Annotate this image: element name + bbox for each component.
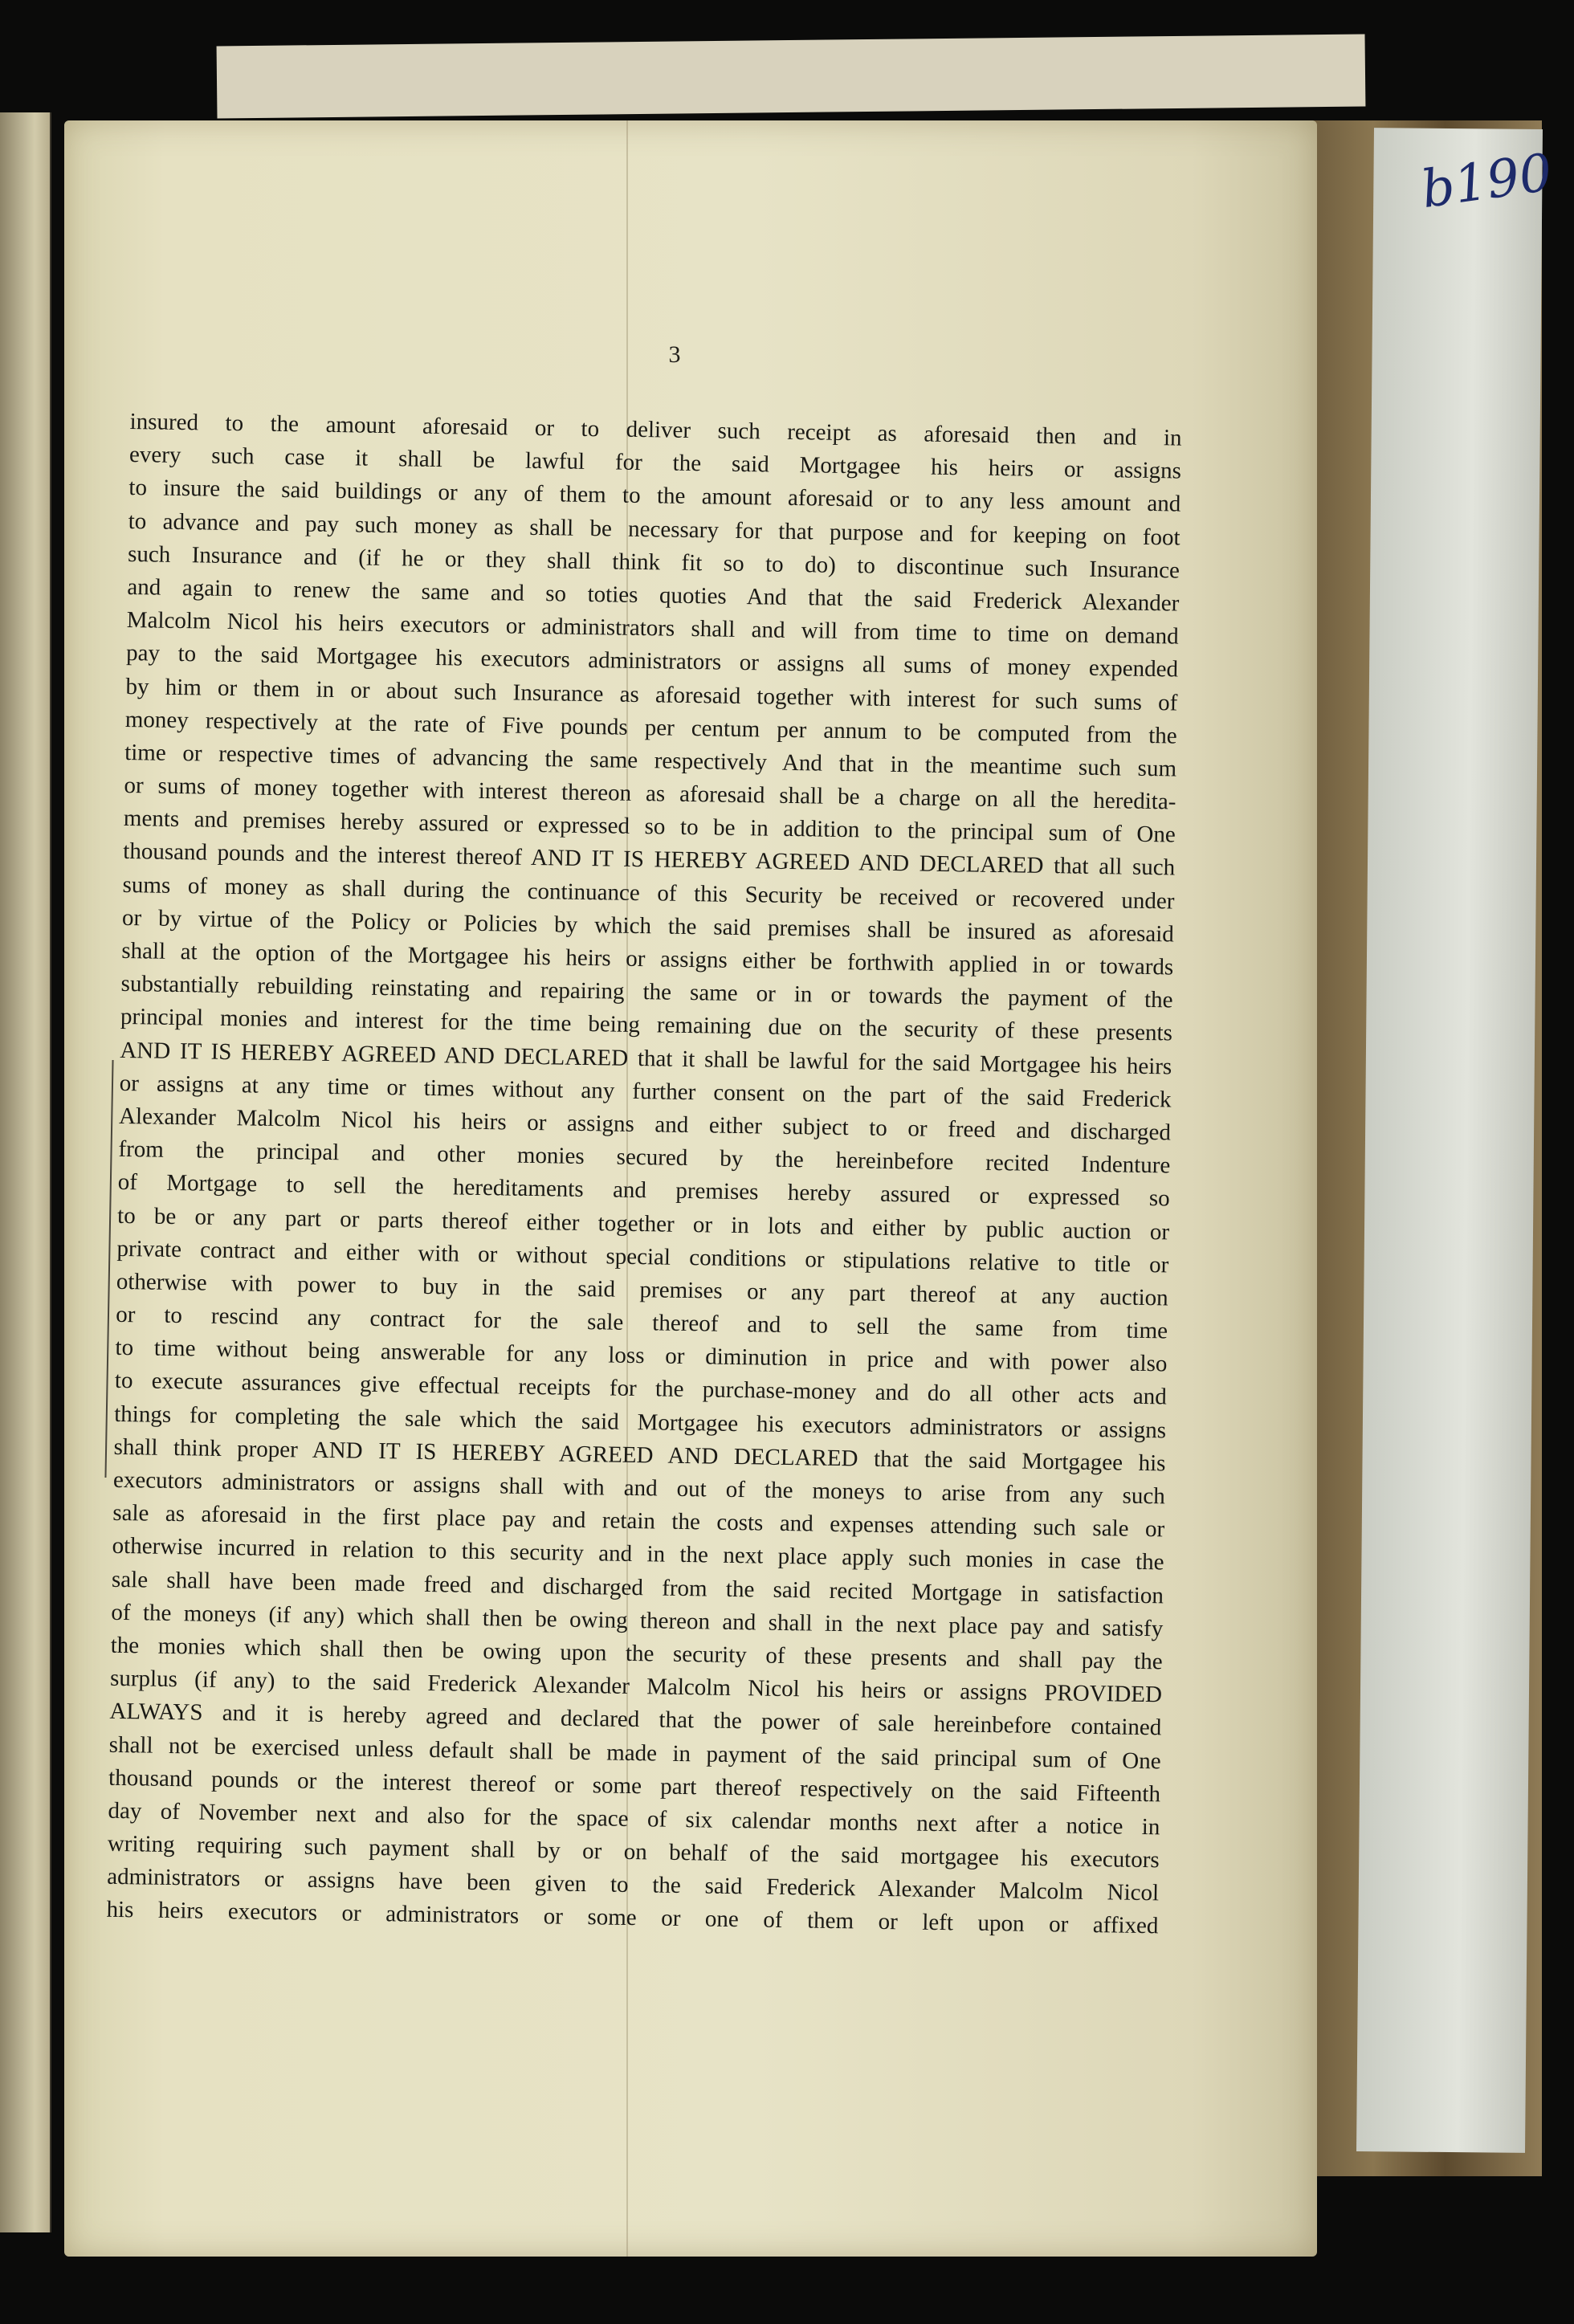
text-line: ALWAYS and it is hereby agreed and declared that the power of sale hereinbefore contained — [109, 1698, 1162, 1741]
text-line: thousand pounds and the interest thereof AND IT IS HEREBY AGREED AND DECLARED that all such — [123, 838, 1176, 881]
text-line: the monies which shall then be owing upon the security of these presents and shall pay the — [110, 1632, 1163, 1675]
text-line: Malcolm Nicol his heirs executors or administrators shall and will from time to time on demand — [126, 607, 1179, 650]
text-line: otherwise incurred in relation to this security and in the next place apply such monies in case the — [112, 1533, 1164, 1576]
text-line: or sums of money together with interest thereon as aforesaid shall be a charge on all the heredita- — [124, 773, 1176, 815]
text-line: ments and premises hereby assured or expressed so to be in addition to the principal sum of One — [123, 805, 1176, 848]
text-line: to execute assurances give effectual receipts for the purchase-money and do all other acts and — [114, 1368, 1168, 1410]
text-line: insured to the amount aforesaid or to deliver such receipt as aforesaid then and in — [129, 408, 1182, 451]
text-line: administrators or assigns have been given to the said Frederick Alexander Malcolm Nicol — [106, 1864, 1160, 1906]
text-line: or by virtue of the Policy or Policies by which the said premises shall be insured as aforesaid — [121, 904, 1175, 948]
deed-text — [106, 406, 1182, 1943]
text-line: or assigns at any time or times without any further consent on the part of the said Frederick — [119, 1070, 1172, 1113]
text-line: by him or them in or about such Insurance as aforesaid together with interest for such sums of — [125, 673, 1178, 716]
text-line: to be or any part or parts thereof either together or in lots and either by public auction or — [116, 1202, 1170, 1245]
back-sheet — [217, 35, 1366, 119]
text-line: or to rescind any contract for the sale thereof and to sell the same from time — [115, 1301, 1168, 1344]
text-line: shall at the option of the Mortgagee his heirs or assigns either be forthwith applied in or towards — [121, 937, 1174, 981]
page-number: 3 — [668, 341, 681, 368]
text-line: of Mortgage to sell the hereditaments and premises hereby assured or expressed so — [117, 1169, 1170, 1212]
left-page-edge — [0, 112, 51, 2232]
text-line: his heirs executors or administrators or some or one of them or left upon or affixed — [106, 1897, 1159, 1939]
text-line: time or respective times of advancing the same respectively And that in the meantime such sum — [124, 739, 1177, 782]
text-line: AND IT IS HEREBY AGREED AND DECLARED that it shall be lawful for the said Mortgagee his heirs — [120, 1037, 1172, 1080]
text-line: executors administrators or assigns shall with and out of the moneys to arise from any such — [112, 1466, 1166, 1510]
text-line: shall think proper AND IT IS HEREBY AGREED AND DECLARED that the said Mortgagee his — [113, 1433, 1166, 1477]
text-line: from the principal and other monies secured by the hereinbefore recited Indenture — [118, 1136, 1171, 1179]
text-line: pay to the said Mortgagee his executors administrators or assigns all sums of money expended — [125, 640, 1179, 683]
handwritten-side-note: b190 — [1417, 143, 1556, 221]
text-line: such Insurance and (if he or they shall think fit so to do) to discontinue such Insurance — [127, 540, 1180, 584]
text-line: things for completing the sale which the said Mortgagee his executors administrators or assigns — [114, 1401, 1167, 1444]
text-line: otherwise with power to buy in the said premises or any part thereof at any auction — [116, 1268, 1168, 1311]
text-line: thousand pounds or the interest thereof or some part thereof respectively on the said Fifteenth — [108, 1764, 1161, 1808]
text-line: to advance and pay such money as shall be necessary for that purpose and for keeping on foot — [128, 508, 1180, 551]
text-line: principal monies and interest for the time being remaining due on the security of these presents — [120, 1004, 1173, 1046]
text-line: writing requiring such payment shall by or on behalf of the said mortgagee his executors — [107, 1830, 1160, 1873]
text-line: money respectively at the rate of Five pounds per centum per annum to be computed from the — [124, 706, 1177, 749]
text-line: every such case it shall be lawful for the said Mortgagee his heirs or assigns — [128, 442, 1182, 484]
text-line: sale as aforesaid in the first place pay and retain the costs and expenses attending such sale or — [112, 1500, 1165, 1543]
text-line: substantially rebuilding reinstating and repairing the same or in or towards the payment of the — [120, 971, 1173, 1013]
text-line: Alexander Malcolm Nicol his heirs or assigns and either subject to or freed and discharged — [118, 1103, 1172, 1146]
text-line: surplus (if any) to the said Frederick Alexander Malcolm Nicol his heirs or assigns PROVIDED — [109, 1665, 1163, 1708]
text-line: day of November next and also for the space of six calendar months next after a notice in — [108, 1797, 1160, 1841]
text-line: to time without being answerable for any loss or diminution in price and with power also — [115, 1335, 1168, 1377]
text-line: and again to renew the same and so toties quoties And that the said Frederick Alexander — [127, 573, 1180, 617]
side-paper — [1356, 128, 1543, 2153]
text-line: sums of money as shall during the continuance of this Security be received or recovered under — [122, 871, 1175, 915]
text-line: sale shall have been made freed and discharged from the said recited Mortgage in satisfaction — [111, 1566, 1164, 1608]
text-line: shall not be exercised unless default shall be made in payment of the said principal sum of One — [108, 1731, 1161, 1774]
text-line: private contract and either with or without special conditions or stipulations relative to title or — [116, 1235, 1169, 1278]
text-line: to insure the said buildings or any of them to the amount aforesaid or to any less amount and — [128, 475, 1181, 517]
text-line: of the moneys (if any) which shall then be owing thereon and shall in the next place pay and satisfy — [111, 1599, 1164, 1642]
